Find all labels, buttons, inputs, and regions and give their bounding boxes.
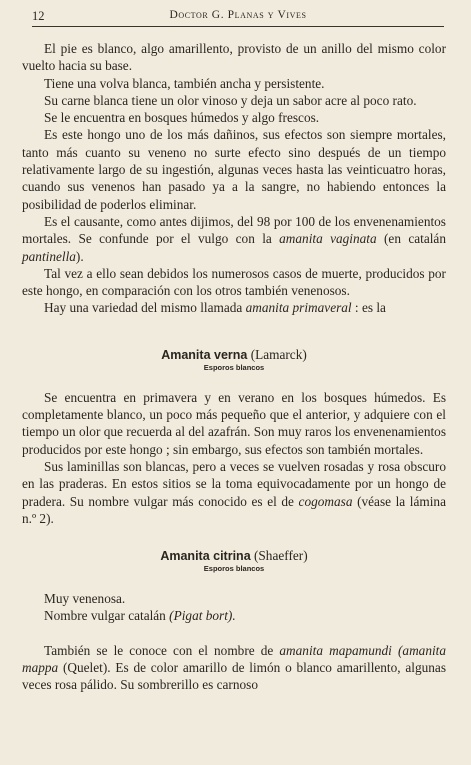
spore-color-note: Esporos blancos bbox=[203, 564, 265, 574]
text-run: ). bbox=[75, 248, 84, 264]
paragraph bbox=[22, 458, 446, 527]
species-title: Amanita verna bbox=[161, 347, 248, 362]
spore-color-note: Esporos blancos bbox=[203, 362, 265, 372]
text-run: También se le conoce con el nombre de bbox=[44, 642, 280, 658]
paragraph bbox=[22, 607, 446, 624]
section-heading-amanita-citrina bbox=[22, 548, 446, 574]
paragraph: Tiene una volva blanca, también ancha y persistente. bbox=[44, 75, 325, 91]
section-title bbox=[22, 548, 446, 564]
species-name: amanita vaginata bbox=[279, 231, 377, 247]
paragraph: El pie es blanco, algo amarillento, provisto de un anillo del mismo color vuelto hacia su base. bbox=[22, 41, 446, 74]
author-citation: (Shaeffer) bbox=[253, 548, 308, 564]
page-header bbox=[32, 6, 444, 27]
paragraph: Muy venenosa. bbox=[44, 591, 126, 607]
species-name: amanita mapamundi bbox=[279, 642, 392, 658]
paragraph bbox=[22, 213, 446, 265]
text-run: (en catalán bbox=[376, 231, 446, 247]
paragraph bbox=[22, 299, 446, 316]
paragraph: Se le encuentra en bosques húmedos y algo frescos. bbox=[44, 110, 320, 126]
species-name: (amanita mappa bbox=[22, 642, 447, 676]
species-title: Amanita citrina bbox=[160, 549, 251, 564]
paragraph: Es este hongo uno de los más dañinos, sus efectos son siempre mortales, tanto más cuanto su veneno no surte efecto sino después de un tiempo relativamente largo de su ingestión, algunas veces hasta las veinticuatro horas, cuando sus venenos han pasado ya a la sangre, no habiendo entonces la posibilidad de poderlos eliminar. bbox=[22, 127, 446, 212]
paragraph bbox=[22, 642, 446, 694]
common-name: cogomasa bbox=[298, 493, 353, 509]
page-number: 12 bbox=[32, 9, 45, 23]
catalan-name: (Pigat bort). bbox=[169, 608, 236, 624]
text-run: (véase la lámina n.º 2). bbox=[22, 493, 446, 526]
paragraph: Se encuentra en primavera y en verano en los bosques húmedos. Es completamente blanco, un poco más pequeño que el anterior, y adquiere con el tiempo un olor que recuerda al del azafrán. Son muy raros los envenenamientos producidos por este hongo ; sin embargo, sus efectos son también mortales. bbox=[22, 389, 446, 457]
section-heading-amanita-verna bbox=[22, 347, 446, 373]
text-run: Hay una variedad del mismo llamada bbox=[44, 300, 246, 316]
running-head: Doctor G. Planas y Vives bbox=[169, 9, 307, 21]
author-citation: (Lamarck) bbox=[250, 346, 307, 362]
paragraph: Tal vez a ello sean debidos los numerosos casos de muerte, producidos por este hongo, en comparación con los otros también venenosos. bbox=[22, 265, 446, 299]
text-run: Sus laminillas son blancas, pero a veces se vuelven rosadas y rosa obscuro en las praderas. En estos sitios se la toma equivocadamente por un hongo de pradera. Su nombre vulgar más conocido es el de bbox=[22, 458, 446, 509]
paragraph: Su carne blanca tiene un olor vinoso y deja un sabor acre al poco rato. bbox=[44, 92, 417, 108]
species-name: amanita primaveral bbox=[245, 300, 352, 316]
text-run: Nombre vulgar catalán bbox=[44, 608, 170, 624]
text-run: Es el causante, como antes dijimos, del 98 por 100 de los envenenamientos mortales. Se confunde por el vulgo con la bbox=[22, 213, 446, 247]
page-body bbox=[22, 40, 446, 694]
catalan-name: pantinella bbox=[22, 248, 76, 264]
section-title bbox=[22, 347, 446, 363]
text-run: (Quelet). Es de color amarillo de limón o blanco amarillento, algunas veces rosa pálido. Su sombrerillo es carnoso bbox=[22, 660, 446, 693]
text-run: : es la bbox=[351, 300, 386, 316]
